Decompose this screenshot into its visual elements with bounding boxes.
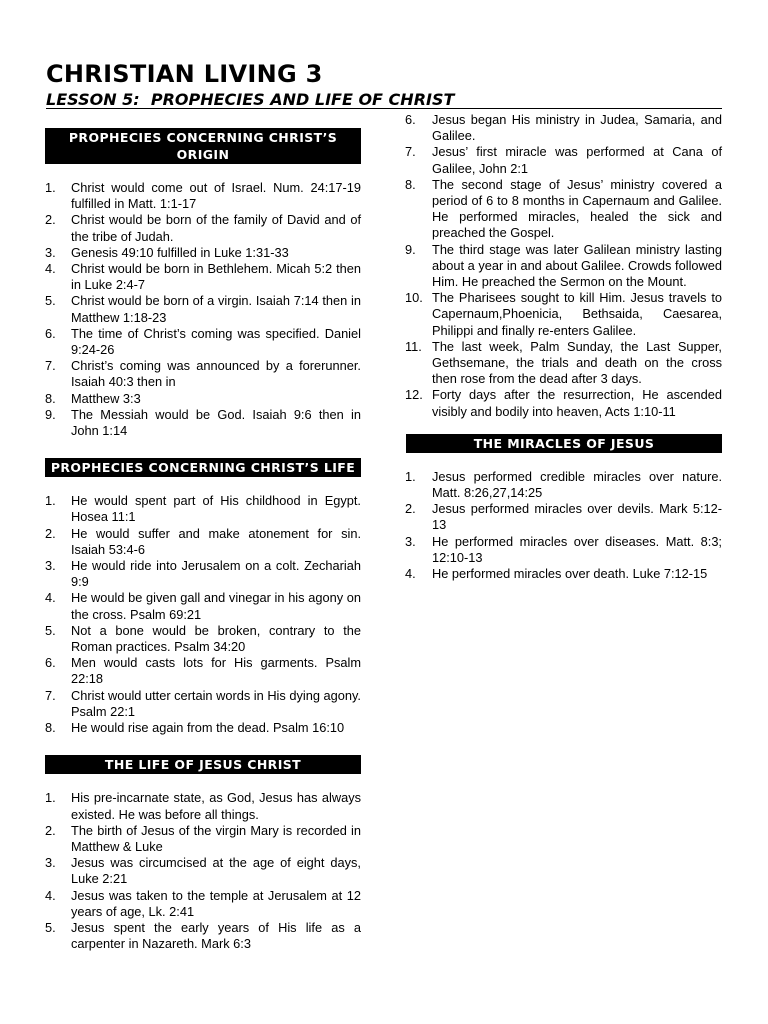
list-item bbox=[406, 144, 722, 176]
item-text: Forty days after the resurrection, He ascended visibly and bodily into heaven, Acts 1:10-11 bbox=[432, 387, 722, 419]
list-item bbox=[45, 823, 361, 855]
item-number: 2. bbox=[45, 525, 56, 541]
numbered-list bbox=[45, 493, 361, 736]
item-number: 4. bbox=[45, 590, 56, 606]
list-item bbox=[45, 720, 361, 736]
item-text: The birth of Jesus of the virgin Mary is recorded in Matthew & Luke bbox=[71, 822, 361, 854]
list-item bbox=[45, 655, 361, 687]
item-text: He would rise again from the dead. Psalm 16:10 bbox=[71, 720, 345, 736]
item-text: The second stage of Jesus’ ministry covered a period of 6 to 8 months in Capernaum and Galilee. He performed miracles, healed the sick and preached the Gospel. bbox=[432, 176, 722, 241]
section-heading: PROPHECIES CONCERNING CHRIST’S LIFE bbox=[45, 458, 361, 477]
list-item bbox=[45, 358, 361, 390]
item-number: 7. bbox=[45, 687, 56, 703]
item-text: The Pharisees sought to kill Him. Jesus travels to Capernaum,Phoenicia, Bethsaida, Caesarea, Philippi and finally re-enters Galilee. bbox=[432, 290, 722, 338]
list-item bbox=[406, 177, 722, 242]
list-item bbox=[45, 407, 361, 439]
list-item bbox=[406, 339, 722, 388]
list-item bbox=[45, 391, 361, 407]
item-text: Christ would utter certain words in His dying agony. Psalm 22:1 bbox=[71, 687, 361, 719]
item-text: He performed miracles over diseases. Matt. 8:3; 12:10-13 bbox=[432, 533, 722, 565]
item-text: Jesus was taken to the temple at Jerusalem at 12 years of age, Lk. 2:41 bbox=[71, 887, 361, 919]
item-number: 8. bbox=[45, 720, 56, 736]
numbered-list bbox=[45, 790, 361, 952]
the-miracles-of-jesus-section bbox=[406, 434, 722, 582]
item-number: 7. bbox=[45, 358, 56, 374]
the-life-of-jesus-christ-section bbox=[45, 755, 361, 952]
list-item bbox=[45, 212, 361, 244]
item-text: He would spent part of His childhood in Egypt. Hosea 11:1 bbox=[71, 493, 361, 525]
section-heading: THE MIRACLES OF JESUS bbox=[406, 434, 722, 453]
document-title: CHRISTIAN LIVING 3 bbox=[46, 60, 323, 88]
item-number: 4. bbox=[45, 887, 56, 903]
list-item bbox=[45, 920, 361, 952]
item-text: The time of Christ’s coming was specified. Daniel 9:24-26 bbox=[71, 325, 361, 358]
item-text: He performed miracles over death. Luke 7:12-15 bbox=[432, 566, 708, 582]
item-text: Christ would be born of the family of David and of the tribe of Judah. bbox=[71, 212, 361, 244]
list-item bbox=[45, 245, 361, 261]
item-number: 6. bbox=[405, 112, 416, 127]
item-number: 3. bbox=[45, 558, 56, 574]
list-item bbox=[406, 566, 722, 582]
item-number: 3. bbox=[45, 244, 56, 260]
list-item bbox=[406, 501, 722, 533]
item-text: Christ would come out of Israel. Num. 24:17-19 fulfilled in Matt. 1:1-17 bbox=[71, 180, 361, 212]
item-text: Jesus performed miracles over devils. Mark 5:12-13 bbox=[432, 501, 722, 533]
item-number: 1. bbox=[45, 493, 56, 509]
list-item bbox=[406, 469, 722, 501]
item-text: Not a bone would be broken, contrary to the Roman practices. Psalm 34:20 bbox=[71, 622, 361, 655]
list-item bbox=[45, 326, 361, 358]
item-number: 3. bbox=[405, 533, 416, 549]
item-number: 1. bbox=[45, 180, 56, 195]
item-text: Jesus was circumcised at the age of eight days, Luke 2:21 bbox=[71, 855, 361, 887]
item-text: Matthew 3:3 bbox=[71, 390, 141, 406]
item-number: 10. bbox=[405, 290, 423, 306]
list-item bbox=[45, 790, 361, 822]
right-column bbox=[406, 112, 722, 582]
item-number: 9. bbox=[405, 241, 416, 257]
item-number: 2. bbox=[45, 822, 56, 838]
list-item bbox=[45, 293, 361, 325]
list-item bbox=[45, 688, 361, 720]
item-number: 6. bbox=[45, 325, 56, 341]
item-number: 8. bbox=[405, 176, 416, 192]
item-number: 5. bbox=[45, 293, 56, 309]
title-divider bbox=[46, 108, 722, 109]
list-item bbox=[406, 112, 722, 144]
item-number: 3. bbox=[45, 855, 56, 871]
item-text: His pre-incarnate state, as God, Jesus has always existed. He was before all things. bbox=[71, 790, 361, 822]
item-number: 1. bbox=[405, 468, 416, 484]
list-item bbox=[406, 387, 722, 419]
item-text: Jesus performed credible miracles over nature. Matt. 8:26,27,14:25 bbox=[432, 468, 722, 501]
lesson-subtitle: LESSON 5: PROPHECIES AND LIFE OF CHRIST bbox=[46, 90, 455, 109]
numbered-list bbox=[45, 180, 361, 439]
item-text: He would be given gall and vinegar in his agony on the cross. Psalm 69:21 bbox=[71, 590, 361, 622]
item-text: Christ would be born in Bethlehem. Micah 5:2 then in Luke 2:4-7 bbox=[71, 261, 361, 293]
section-heading: PROPHECIES CONCERNING CHRIST’S ORIGIN bbox=[45, 128, 361, 164]
item-number: 5. bbox=[45, 622, 56, 638]
section-heading: THE LIFE OF JESUS CHRIST bbox=[45, 755, 361, 774]
item-number: 4. bbox=[45, 261, 56, 277]
list-item bbox=[45, 623, 361, 655]
item-text: He would suffer and make atonement for sin. Isaiah 53:4-6 bbox=[71, 525, 361, 557]
item-number: 1. bbox=[45, 790, 56, 806]
item-text: Jesus spent the early years of His life as a carpenter in Nazareth. Mark 6:3 bbox=[71, 919, 361, 952]
item-number: 2. bbox=[405, 501, 416, 517]
item-text: Christ’s coming was announced by a forerunner. Isaiah 40:3 then in bbox=[71, 358, 361, 390]
item-number: 11. bbox=[405, 338, 422, 354]
list-item bbox=[406, 290, 722, 339]
item-number: 4. bbox=[405, 566, 416, 582]
list-item bbox=[45, 590, 361, 622]
item-number: 7. bbox=[405, 144, 416, 160]
item-text: Genesis 49:10 fulfilled in Luke 1:31-33 bbox=[71, 244, 289, 260]
numbered-list bbox=[406, 469, 722, 582]
list-item bbox=[45, 855, 361, 887]
item-text: Men would casts lots for His garments. Psalm 22:18 bbox=[71, 655, 361, 687]
numbered-list bbox=[406, 112, 722, 420]
item-text: The Messiah would be God. Isaiah 9:6 then in John 1:14 bbox=[71, 406, 361, 439]
item-text: He would ride into Jerusalem on a colt. Zechariah 9:9 bbox=[71, 558, 361, 590]
item-text: Jesus’ first miracle was performed at Cana of Galilee, John 2:1 bbox=[432, 144, 722, 176]
item-text: The third stage was later Galilean ministry lasting about a year in and about Galilee. Crowds followed Him. He preached the Sermon on the Mount. bbox=[432, 241, 722, 290]
list-item bbox=[45, 180, 361, 212]
item-number: 2. bbox=[45, 212, 56, 228]
item-number: 9. bbox=[45, 406, 56, 422]
item-text: The last week, Palm Sunday, the Last Supper, Gethsemane, the trials and death on the cross then rose from the dead after 3 days. bbox=[432, 338, 722, 387]
item-text: Christ would be born of a virgin. Isaiah 7:14 then in Matthew 1:18-23 bbox=[71, 293, 361, 325]
left-column bbox=[45, 128, 361, 952]
prophecies-concerning-christs-origin-section bbox=[45, 128, 361, 439]
list-item bbox=[45, 493, 361, 525]
item-number: 8. bbox=[45, 390, 56, 406]
item-number: 5. bbox=[45, 919, 56, 935]
item-text: Jesus began His ministry in Judea, Samaria, and Galilee. bbox=[432, 112, 722, 144]
prophecies-concerning-christs-life-section bbox=[45, 458, 361, 736]
list-item bbox=[406, 534, 722, 566]
item-number: 6. bbox=[45, 655, 56, 671]
list-item bbox=[406, 242, 722, 291]
item-number: 12. bbox=[405, 387, 423, 403]
list-item bbox=[45, 888, 361, 920]
list-item bbox=[45, 261, 361, 293]
list-item bbox=[45, 526, 361, 558]
continued-list-section bbox=[406, 112, 722, 420]
list-item bbox=[45, 558, 361, 590]
